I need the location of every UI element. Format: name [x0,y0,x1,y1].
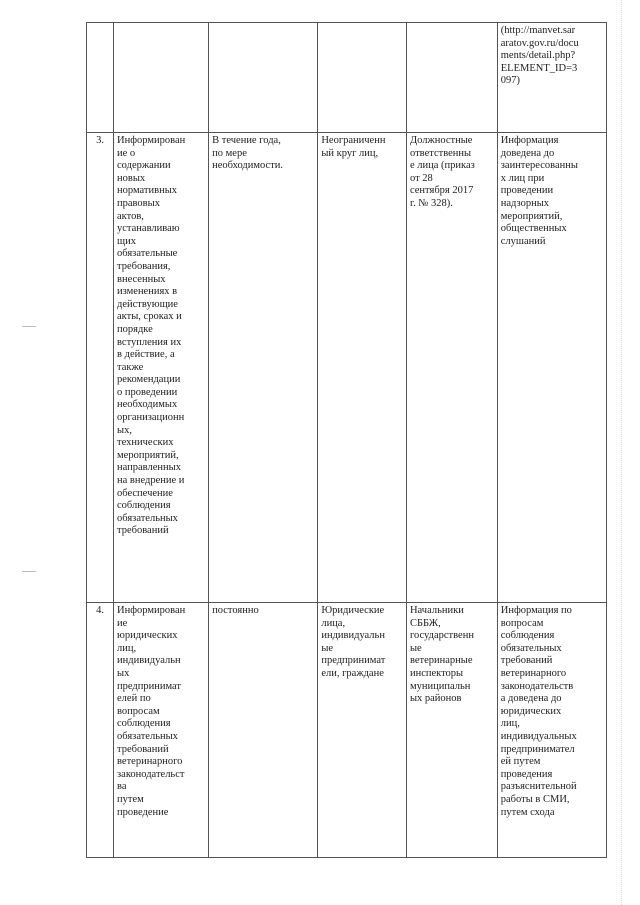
result-cell [497,133,606,603]
event-text: Информирован ие юридических лиц, индивидуальн ых предпринимат елей по вопросам соблюдения обязательных требований ветеринарного законодательст ва путем проведение [117,605,186,818]
result-cell [497,603,606,858]
responsible-cell [406,23,497,133]
addressee-cell [318,603,407,858]
scan-artifact [22,326,36,330]
addressee-cell [318,23,407,133]
event-cell [114,133,209,603]
responsible-text: Начальники СББЖ, государственн ые ветеринарные инспекторы муниципальн ых районов [409,605,474,705]
event-cell [114,603,209,858]
addressee-text: Юридические лица, индивидуальн ые предпринимат ели, граждане [321,605,386,679]
event-cell [114,23,209,133]
row-number-cell [87,603,114,858]
table-row [87,23,607,133]
term-cell [209,133,318,603]
event-text: Информирован ие о содержании новых нормативных правовых актов, устанавливаю щих обязательные требования, внесенных изменениях в действующие акты, сроках и порядке вступления их в действие, а также рекомендации о проведении необходимых организационн ых, технических мероприятий, направленных на внедрение и обеспечение соблюдения обязательных требований [117,135,186,537]
responsible-cell [406,133,497,603]
page-edge [621,0,622,905]
term-cell [209,603,318,858]
table-row [87,603,607,858]
responsible-cell [406,603,497,858]
row-number-cell [87,23,114,133]
row-number-cell [87,133,114,603]
responsible-text: Должностные ответственны е лица (приказ от 28 сентября 2017 г. № 328). [409,135,475,209]
table-row [87,133,607,603]
result-text: Информация доведена до заинтересованны х лиц при проведении надзорных мероприятий, общественных слушаний [500,135,578,247]
addressee-text: Неограниченн ый круг лиц, [321,135,386,159]
result-text: (http://manvet.sar aratov.gov.ru/docu ments/detail.php? ELEMENT_ID=3 097) [500,25,579,87]
result-cell [497,23,606,133]
scan-artifact [22,571,36,575]
row-number: 3. [96,135,104,146]
term-cell [209,23,318,133]
term-text: постоянно [212,605,259,616]
term-text: В течение года, по мере необходимости. [212,135,284,172]
plan-table [86,22,607,858]
addressee-cell [318,133,407,603]
row-number: 4. [96,605,104,616]
result-text: Информация по вопросам соблюдения обязательных требований ветеринарного законодательств а доведена до юридических лиц, индивидуальных предпринимател ей путем проведения разъяснительной работы в СМИ, путем схода [500,605,577,818]
